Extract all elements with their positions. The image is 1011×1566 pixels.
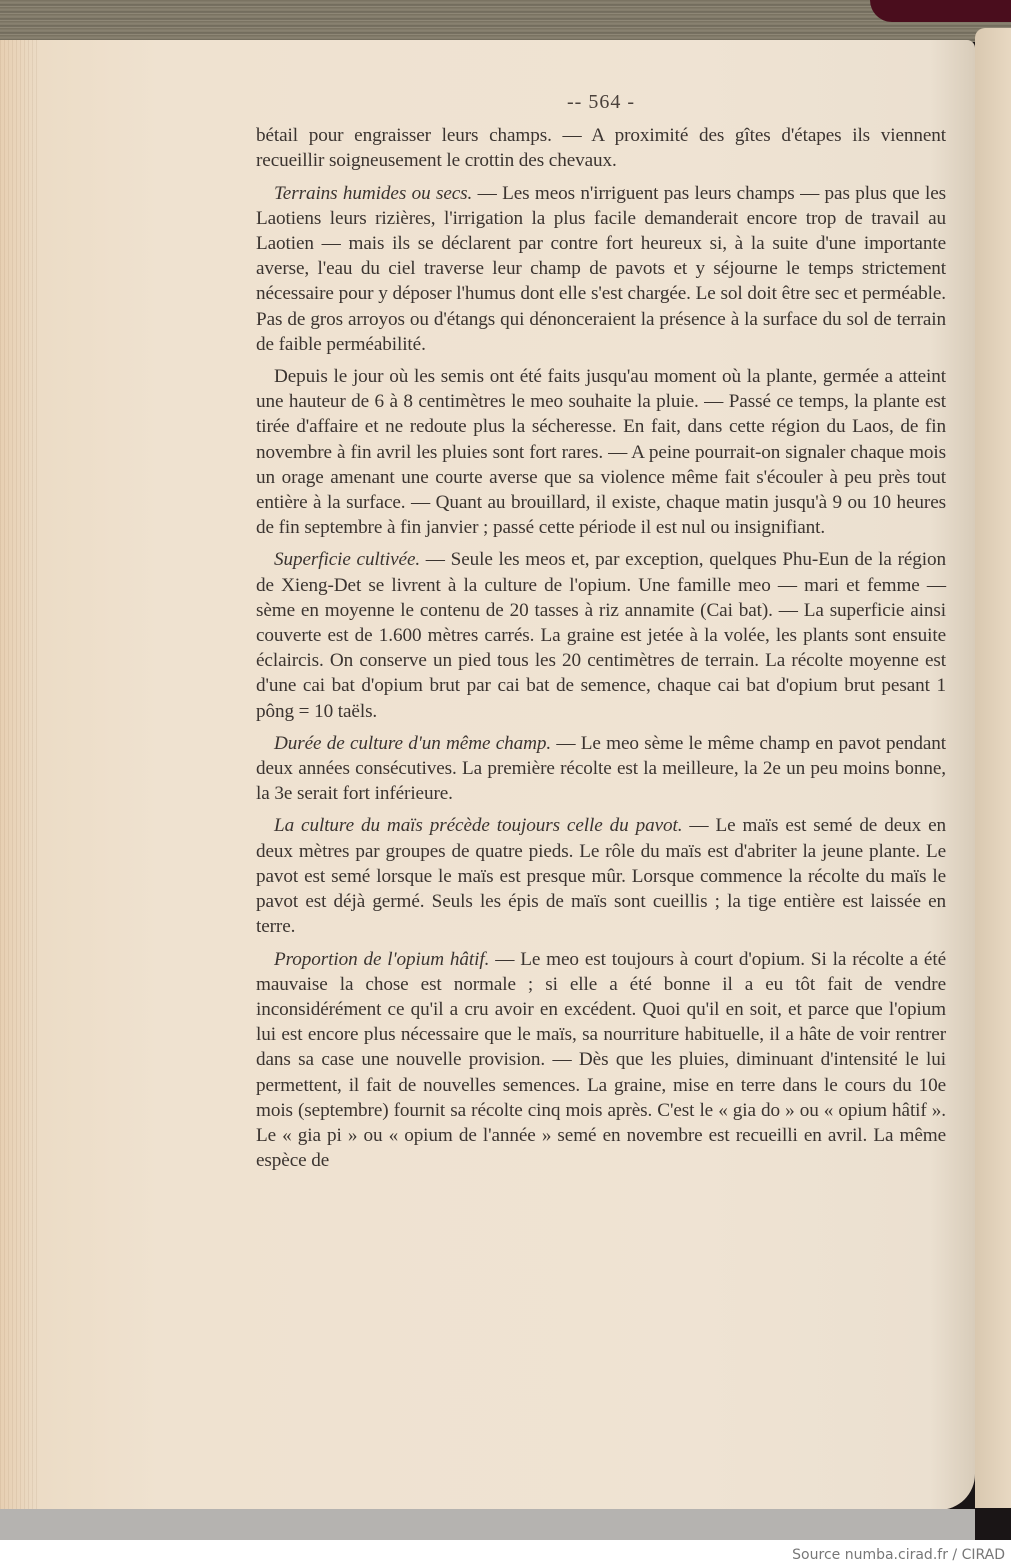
paragraph-lead: Proportion de l'opium hâtif. — [274, 948, 490, 970]
paragraph-lead: Durée de culture d'un même champ. — [274, 732, 552, 754]
paragraph — [256, 364, 946, 540]
book-top-edge — [0, 0, 1011, 42]
paragraph-lead: La culture du maïs précède toujours celle du pavot. — [274, 815, 683, 837]
page-number: -- 564 - — [567, 91, 635, 113]
paragraph-lead: Superficie cultivée. — [274, 549, 421, 571]
page-gutter — [0, 40, 38, 1510]
paragraph — [256, 731, 946, 807]
paragraph-text: — Seule les meos et, par exception, quelques Phu-Eun de la région de Xieng-Det se livrent à la culture de l'opium. Une famille meo — mari et femme — sème en moyenne le contenu de 20 tasses à riz annamite (Cai bat). — La superficie ainsi couverte est de 1.600 mètres carrés. La graine est jetée à la volée, les plants sont ensuite éclaircis. On conserve un pied tous les 20 centimètres de terrain. La récolte moyenne est d'une cai bat d'opium brut par cai bat de semence, chaque cai bat d'opium brut pesant 1 pông = 10 taëls. — [256, 549, 946, 722]
scan-bottom-strip — [0, 1509, 975, 1540]
paragraph — [256, 813, 946, 939]
paragraph-lead: Terrains humides ou secs. — [274, 182, 473, 204]
paragraph — [256, 181, 946, 357]
paragraph — [256, 947, 946, 1174]
paragraph-text: — Le meo sème le même champ en pavot pendant deux années consécutives. La première récolte est la meilleure, la 2e un peu moins bonne, la 3e serait fort inférieure. — [256, 732, 946, 805]
paragraph-text: — Les meos n'irriguent pas leurs champs — pas plus que les Laotiens leurs rizières, l'irrigation la plus facile demanderait encore trop de travail au Laotien — mais ils se déclarent par contre fort heureux si, à la suite d'une importante averse, l'eau du ciel traverse leur champ de pavots et y séjourne le temps strictement nécessaire pour y déposer l'humus dont elle s'est chargée. Le sol doit être sec et perméable. Pas de gros arroyos ou d'étangs qui dénonceraient la présence à la surface du sol de terrain de faible perméabilité. — [256, 182, 947, 355]
paragraph — [256, 123, 946, 173]
paragraph-text: Depuis le jour où les semis ont été faits jusqu'au moment où la plante, germée a atteint une hauteur de 6 à 8 centimètres le meo souhaite la pluie. — Passé ce temps, la plante est tirée d'affaire et ne redoute plus la sécheresse. En fait, dans cette région du Laos, de fin novembre à fin avril les pluies sont fort rares. — A peine pourrait-on signaler chaque mois un orage amenant une courte averse que sa violence même fait s'écouler à peu près tout entière à la surface. — Quant au brouillard, il existe, chaque matin jusqu'à 9 ou 10 heures de fin septembre à fin janvier ; passé cette période il est nul ou insignifiant. — [256, 366, 946, 539]
paragraph-text: — Le maïs est semé de deux en deux mètres par groupes de quatre pieds. Le rôle du maïs est d'abriter la jeune plante. Le pavot est semé lorsque le maïs est presque mûr. Lorsque commence la récolte du maïs le pavot est déjà germé. Seuls les épis de maïs sont cueillis ; la tige entière est laissée en terre. — [256, 815, 946, 938]
paragraph — [256, 547, 946, 723]
paragraph-text: bétail pour engraisser leurs champs. — A proximité des gîtes d'étapes ils viennent recueillir soigneusement le crottin des chevaux. — [256, 125, 946, 172]
source-credit: Source numba.cirad.fr / CIRAD — [792, 1547, 1005, 1563]
next-page-edge — [975, 28, 1011, 1508]
paragraph-text: — Le meo est toujours à court d'opium. Si la récolte a été mauvaise la chose est normale ; si elle a été bonne il a eu tôt fait de vendre inconsidérément ce qu'il a cru avoir en excédent. Quoi qu'il en soit, et parce que l'opium lui est encore plus nécessaire que le maïs, sa nourriture habituelle, il a hâte de voir rentrer dans sa case une nouvelle provision. — Dès que les pluies, diminuant d'intensité le lui permettent, il fait de nouvelles semences. La graine, mise en terre dans le cours du 10e mois (septembre) fournit sa récolte cinq mois après. C'est le « gia do » ou « opium hâtif ». Le « gia pi » ou « opium de l'année » semé en novembre est recueilli en avril. La même espèce de — [256, 948, 946, 1172]
book-ribbon — [870, 0, 1011, 22]
page-text — [256, 90, 946, 1180]
